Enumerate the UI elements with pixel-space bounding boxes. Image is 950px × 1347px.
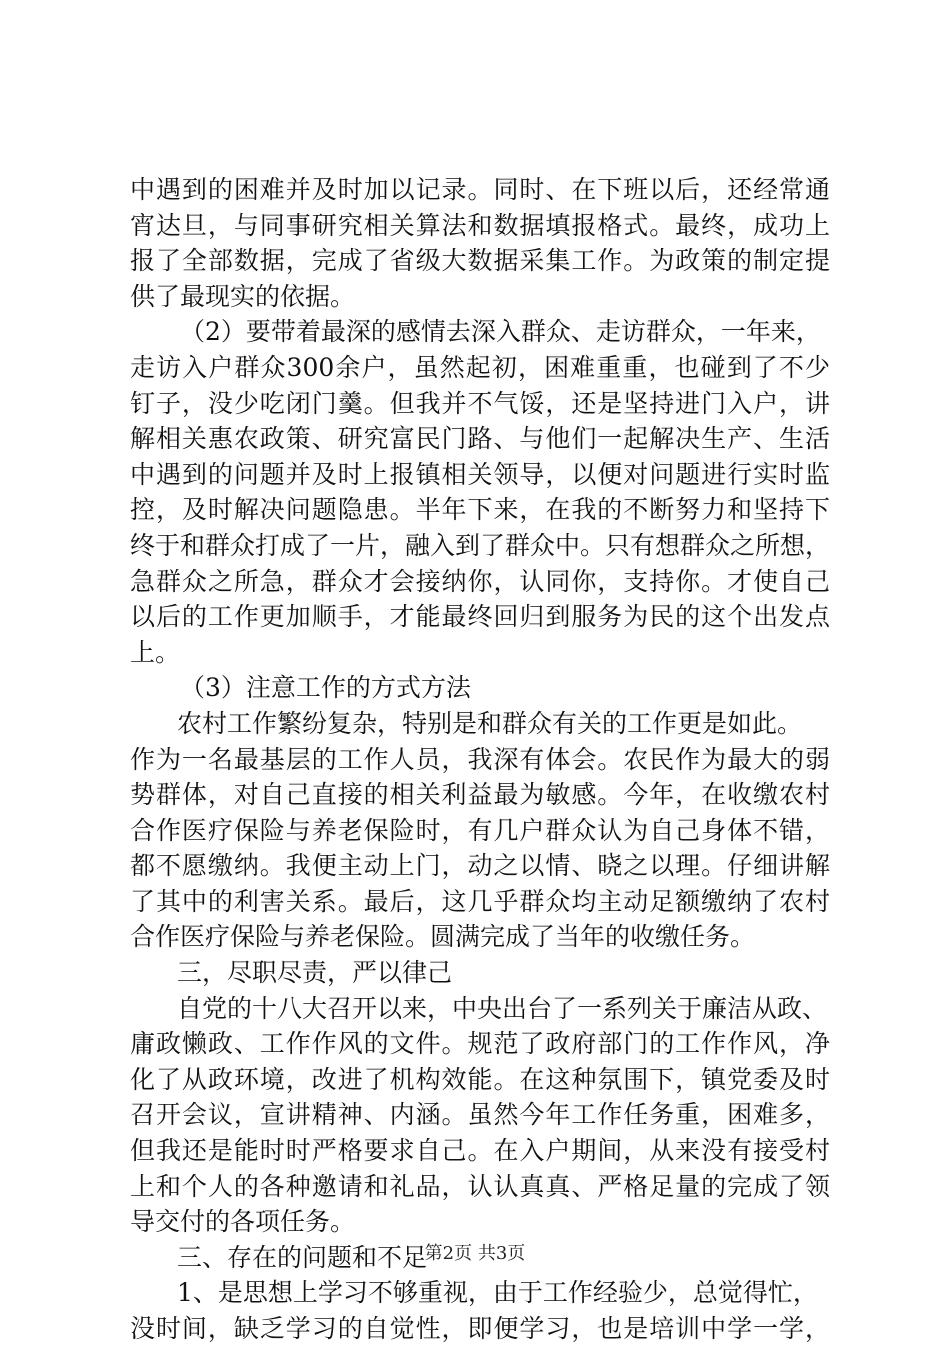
text-line: 合作医疗保险与养老保险。圆满完成了当年的收缴任务。 bbox=[130, 922, 756, 952]
text-line: 但我还是能时时严格要求自己。在入户期间，从来没有接受村 bbox=[130, 1136, 830, 1166]
text-line: 1、是思想上学习不够重视，由于工作经验少，总觉得忙， bbox=[177, 1278, 818, 1308]
text-line: （2）要带着最深的感情去深入群众、走访群众，一年来， bbox=[180, 317, 821, 347]
text-line: （3）注意工作的方式方法 bbox=[180, 673, 471, 703]
text-line: 上。 bbox=[130, 637, 181, 667]
text-line: 化了从政环境，改进了机构效能。在这种氛围下，镇党委及时 bbox=[130, 1064, 830, 1094]
text-line: 召开会议，宣讲精神、内涵。虽然今年工作任务重，困难多， bbox=[130, 1100, 830, 1130]
text-line: 势群体，对自己直接的相关利益最为敏感。今年，在收缴农村 bbox=[130, 780, 830, 810]
text-line: 导交付的各项任务。 bbox=[130, 1207, 356, 1237]
text-line: 都不愿缴纳。我便主动上门，动之以情、晓之以理。仔细讲解 bbox=[130, 851, 830, 881]
text-line: 三，尽职尽责，严以律己 bbox=[177, 958, 453, 988]
text-line: 了其中的利害关系。最后，这几乎群众均主动足额缴纳了农村 bbox=[130, 886, 830, 916]
text-line: 农村工作繁纷复杂，特别是和群众有关的工作更是如此。 bbox=[177, 708, 803, 738]
text-line: 合作医疗保险与养老保险时，有几户群众认为自己身体不错， bbox=[130, 815, 830, 845]
text-line: 报了全部数据，完成了省级大数据采集工作。为政策的制定提 bbox=[130, 246, 830, 276]
text-line: 控，及时解决问题隐患。半年下来，在我的不断努力和坚持下 bbox=[130, 495, 830, 525]
text-line: 走访入户群众300余户，虽然起初，困难重重，也碰到了不少 bbox=[130, 352, 830, 382]
text-line: 上和个人的各种邀请和礼品，认认真真、严格足量的完成了领 bbox=[130, 1171, 830, 1201]
text-line: 中遇到的问题并及时上报镇相关领导，以便对问题进行实时监 bbox=[130, 459, 830, 489]
text-line: 自党的十八大召开以来，中央出台了一系列关于廉洁从政、 bbox=[177, 993, 828, 1023]
document-body bbox=[130, 172, 830, 1347]
text-line: 没时间，缺乏学习的自觉性，即便学习，也是培训中学一学， bbox=[130, 1314, 830, 1343]
text-line: 三、存在的问题和不足 bbox=[177, 1242, 428, 1272]
page-footer: 第2页 共3页 bbox=[424, 1243, 526, 1264]
text-line: 钉子，没少吃闭门羹。但我并不气馁，还是坚持进门入户，讲 bbox=[130, 388, 830, 418]
text-line: 终于和群众打成了一片，融入到了群众中。只有想群众之所想， bbox=[130, 530, 830, 560]
text-line: 以后的工作更加顺手，才能最终回归到服务为民的这个出发点 bbox=[130, 602, 830, 632]
text-line: 庸政懒政、工作作风的文件。规范了政府部门的工作作风，净 bbox=[130, 1029, 830, 1059]
text-line: 急群众之所急，群众才会接纳你，认同你，支持你。才使自己 bbox=[130, 566, 830, 596]
text-line: 宵达旦，与同事研究相关算法和数据填报格式。最终，成功上 bbox=[130, 210, 830, 240]
text-line: 解相关惠农政策、研究富民门路、与他们一起解决生产、生活 bbox=[130, 424, 830, 454]
text-line: 供了最现实的依据。 bbox=[130, 281, 356, 311]
text-line: 作为一名最基层的工作人员，我深有体会。农民作为最大的弱 bbox=[130, 744, 830, 774]
text-line: 中遇到的困难并及时加以记录。同时、在下班以后，还经常通 bbox=[130, 175, 830, 204]
